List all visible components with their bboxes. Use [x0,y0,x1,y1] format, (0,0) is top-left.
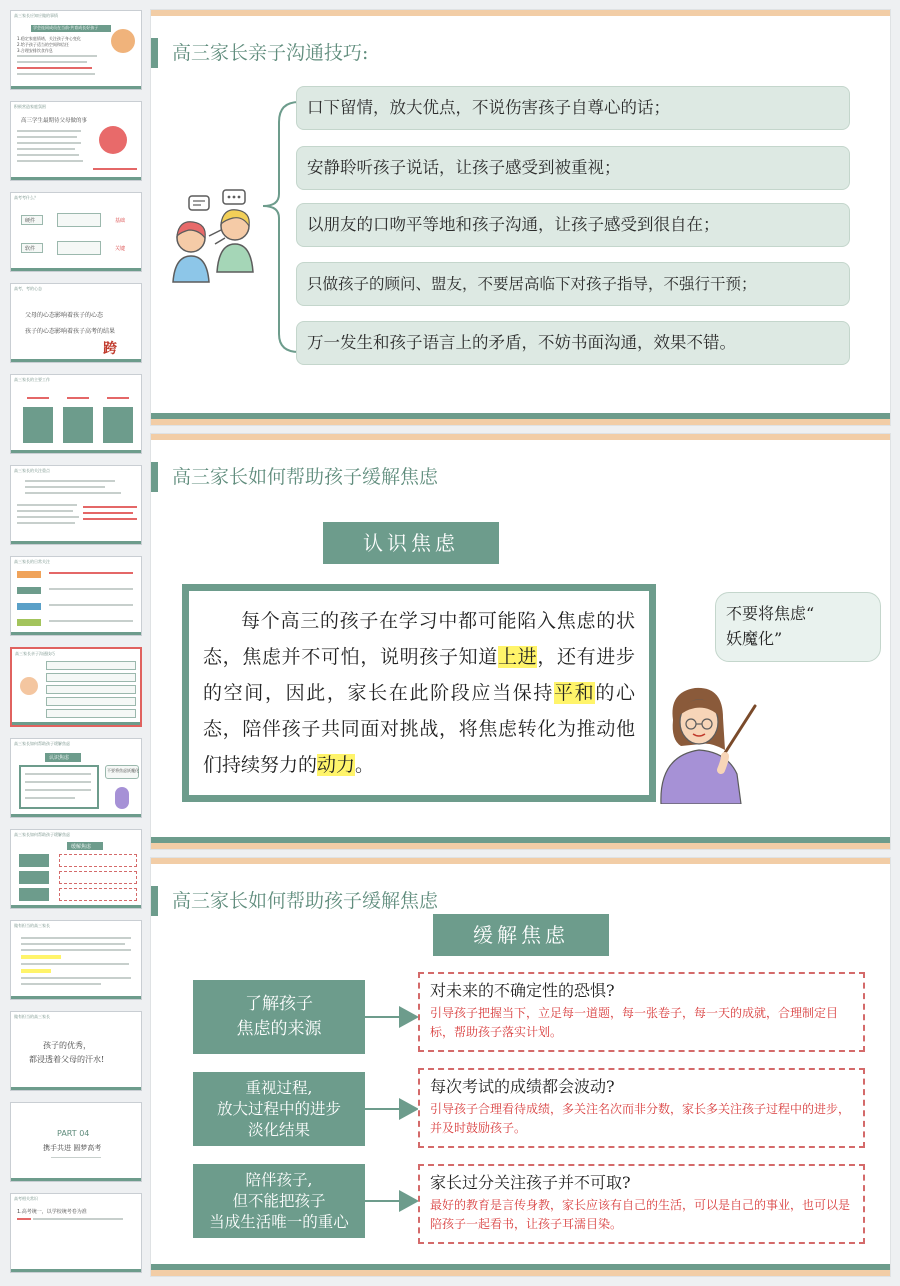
tip-card [418,972,865,1052]
thumb-text: 缓解焦虑 [71,844,92,850]
tip-answer: 引导孩子合理看待成绩，多关注名次而非分数，家长多关注孩子过程中的进步，并及时鼓励孩子。 [430,1102,851,1135]
thumb-title: 做有担当的高三家长 [14,1014,50,1019]
slide-thumbnail-panel [0,0,146,1286]
tip-answer: 最好的教育是言传身教，家长应该有自己的生活，可以是自己的事业，也可以是陪孩子一起看书，让孩子耳濡目染。 [430,1198,851,1231]
anxiety-paragraph [182,584,656,802]
parent-child-illustration-icon [99,126,127,154]
highlight-text: 上进 [497,646,538,668]
cause-line: 了解孩子 [245,994,313,1014]
bubble-line: 不要将焦虑“ [726,604,815,623]
cause-box [193,1072,365,1146]
thumb-text: 3.合理安排饮食作息 [17,48,53,53]
slide-thumb-1[interactable] [10,10,142,90]
thumb-title: 高考考什么？ [14,195,38,200]
slide-thumb-5[interactable] [10,374,142,454]
thumb-title: 高考相关常识 [14,1196,38,1201]
slide-communication-tips [151,10,890,425]
paragraph-text: 。 [355,754,375,776]
arrow-right-icon [365,1186,421,1216]
cause-line: 放大过程中的进步 [216,1099,341,1118]
thumb-text: 硬件 [25,218,36,224]
tip-question: 家长过分关注孩子并不可取? [430,1173,631,1192]
thumb-text: 都浸透着父母的汗水! [29,1055,105,1064]
tip-item: 安静聆听孩子说话，让孩子感受到被重视； [296,146,850,190]
slide-thumb-12[interactable] [10,1011,142,1091]
slide-title: 高三家长亲子沟通技巧: [151,38,368,68]
bubble-line: 妖魔化” [726,629,783,648]
slide-thumb-4[interactable] [10,283,142,363]
thumb-text: 1.高考统一，以学校统考卷为准 [17,1209,87,1215]
cause-line: 焦虑的来源 [236,1019,322,1039]
thumb-text: 孩子的优秀， [43,1041,91,1050]
tip-item: 口下留情，放大优点，不说伤害孩子自尊心的话； [296,86,850,130]
cause-line: 陪伴孩子, [245,1170,313,1189]
chat-people-icon [169,186,267,284]
tip-answer: 引导孩子把握当下，立足每一道题，每一张卷子，每一天的成就，合理制定目标，帮助孩子落实计划。 [430,1006,839,1039]
arrow-right-icon [365,1002,421,1032]
thumb-title: 高三家长亲子沟通技巧 [15,651,55,656]
thumb-title: 高考，考的心态 [14,286,42,291]
thumb-title: 做有担当的高三家长 [14,923,50,928]
paragraph-text: 的心态，陪伴孩子共同面对挑战，将焦虑转化为推动他们持续努力的 [203,682,635,776]
slide-thumb-2[interactable] [10,101,142,181]
thumb-part-subtitle: 携手共进 圆梦高考 [43,1144,102,1152]
thumb-text: 学会连同成员在当前·共育成长好孩子 [33,25,99,30]
cause-box [193,980,365,1054]
slide-thumb-9[interactable] [10,738,142,818]
thumb-stamp: 跨 [103,341,117,357]
slide-thumb-13[interactable] [10,1102,142,1182]
thumb-part-label: PART 04 [57,1129,90,1138]
slide-understand-anxiety [151,434,890,849]
thumb-text: 2.给予孩子适当的空间和信任 [17,42,69,47]
thumb-text: 认识焦虑 [49,755,70,761]
tip-question: 对未来的不确定性的恐惧? [430,981,615,1000]
tip-item: 只做孩子的顾问、盟友，不要居高临下对孩子指导，不强行干预； [296,262,850,306]
section-label: 缓解焦虑 [433,914,609,956]
arrow-right-icon [365,1094,421,1124]
speech-bubble [715,592,881,662]
section-label: 认识焦虑 [323,522,499,564]
car-illustration-icon [111,29,135,53]
slide-thumb-6[interactable] [10,465,142,545]
thumb-text: 不要将焦虑妖魔化 [107,768,139,773]
thumb-text: 父母的心态影响着孩子的心态 [25,312,104,319]
thumb-title: 高三家长如何帮助孩子缓解焦虑 [14,832,70,837]
cause-line: 当成生活唯一的重心 [209,1212,349,1231]
tip-card [418,1068,865,1148]
paragraph-text: ，还有进步的空间，因此，家长在此阶段应当保持 [203,646,635,704]
cause-box [193,1164,365,1238]
thumb-text: 软件 [25,246,36,252]
teacher-pointer-icon [651,670,761,804]
slide-thumb-14[interactable] [10,1193,142,1273]
tip-card [418,1164,865,1244]
slide-title: 高三家长如何帮助孩子缓解焦虑 [151,462,438,492]
slide-title: 高三家长如何帮助孩子缓解焦虑 [151,886,438,916]
slide-thumb-8-active[interactable] [10,647,142,727]
slide-thumb-10[interactable] [10,829,142,909]
tip-question: 每次考试的成绩都会波动? [430,1077,615,1096]
tip-item: 以朋友的口吻平等地和孩子沟通，让孩子感受到很自在； [296,203,850,247]
teacher-illustration-icon [115,787,129,809]
thumb-heading: 高三学生最期待父母做的事 [21,118,88,124]
thumb-text: 孩子的心态影响着孩子高考的结果 [25,328,116,335]
slide-relieve-anxiety [151,858,890,1276]
thumb-title: 高三家长的关注重点 [14,468,50,473]
thumb-title: 高三家长应知应做的事情 [14,13,58,18]
thumb-text: 关键 [115,246,126,252]
thumb-text: 基础 [115,218,126,224]
slide-thumb-7[interactable] [10,556,142,636]
thumb-title: 高三家长的主要工作 [14,377,50,382]
chat-people-icon [20,677,38,695]
tip-item: 万一发生和孩子语言上的矛盾，不妨书面沟通，效果不错。 [296,321,850,365]
thumb-title: 高三家长如何帮助孩子缓解焦虑 [14,741,70,746]
thumb-title: 积极营造家庭氛围 [14,104,46,109]
slide-thumb-3[interactable] [10,192,142,272]
highlight-text: 动力 [317,754,356,776]
cause-line: 但不能把孩子 [232,1191,326,1210]
slide-thumb-11[interactable] [10,920,142,1000]
paragraph-text: 每个高三的孩子在学习中都可能陷入焦虑的状态，焦虑并不可怕，说明孩子知道 [203,610,635,668]
cause-line: 重视过程, [245,1078,313,1097]
cause-line: 淡化结果 [247,1120,310,1139]
thumb-title: 高三家长的日常关注 [14,559,50,564]
thumb-text: 1.稳定家庭情绪，关注孩子身心变化 [17,36,81,41]
highlight-text: 平和 [554,682,596,704]
